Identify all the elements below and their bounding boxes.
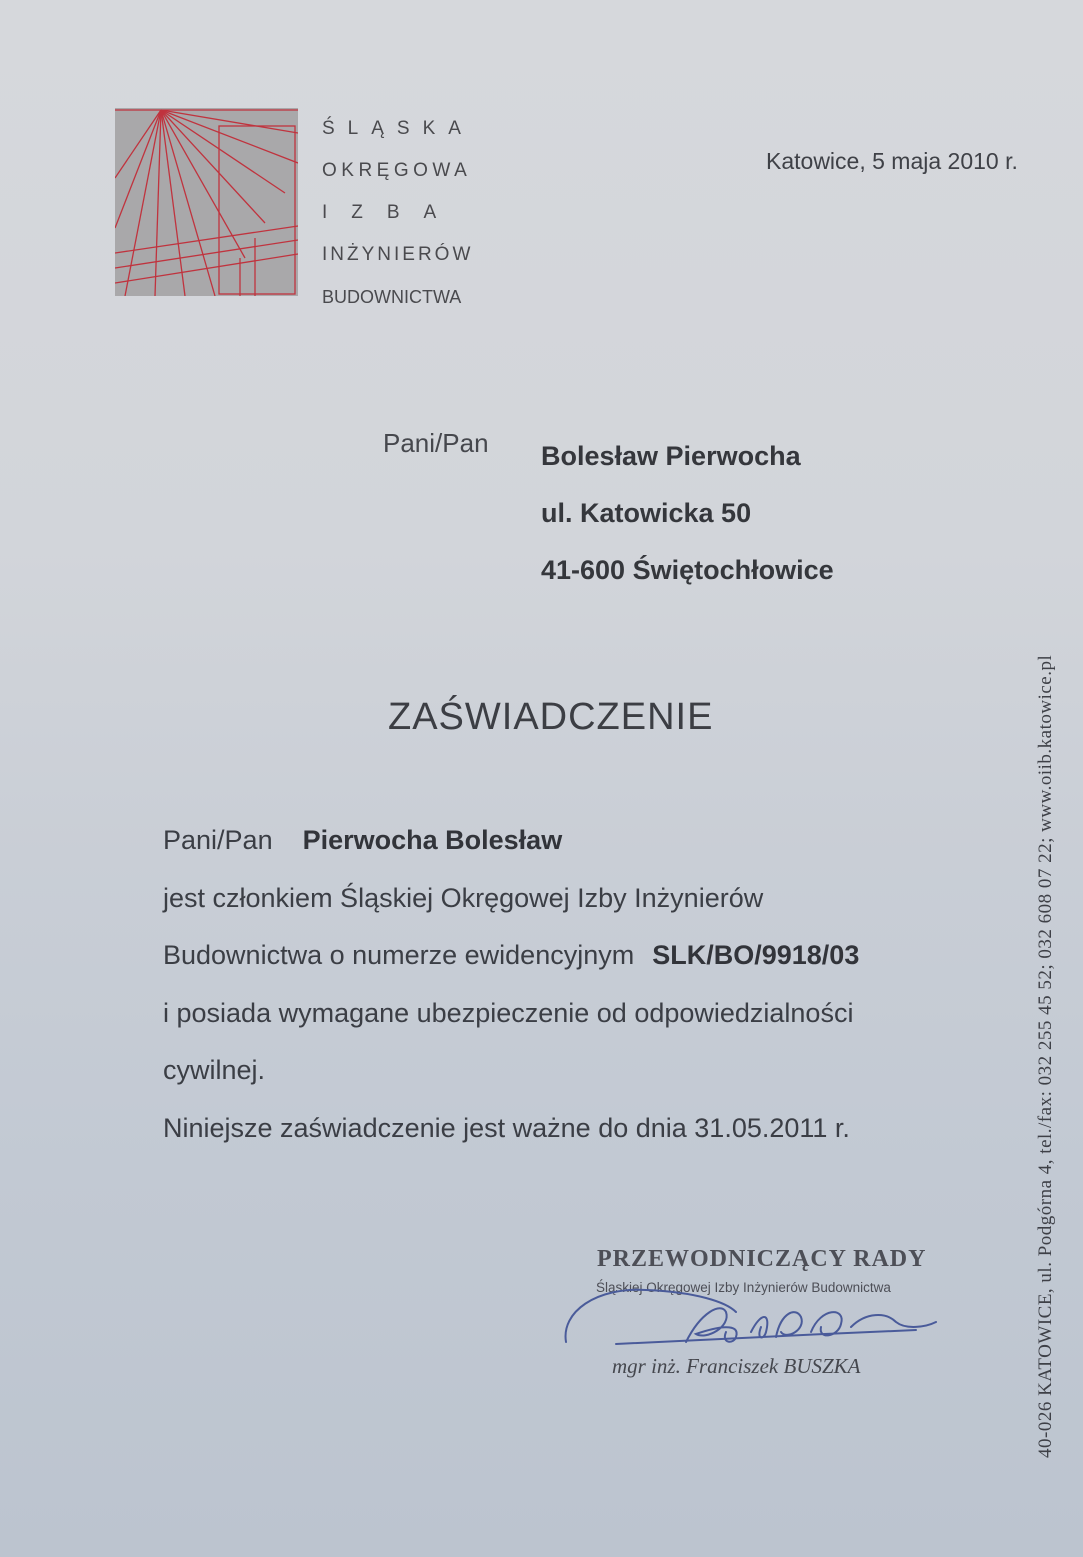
registration-number: SLK/BO/9918/03: [652, 940, 860, 970]
validity-line: Niniejsze zaświadczenie jest ważne do dnia 31.05.2011 r.: [163, 1112, 850, 1143]
body-line: jest członkiem Śląskiej Okręgowej Izby Inżynierów: [163, 882, 764, 913]
body-label: Pani/Pan: [163, 825, 273, 855]
body-line: [163, 812, 983, 870]
handwritten-signature: [556, 1282, 946, 1362]
recipient-city: 41-600 Świętochłowice: [541, 555, 834, 585]
body-line: i posiada wymagane ubezpieczenie od odpowiedzialności: [163, 997, 854, 1028]
body-line-text: Budownictwa o numerze ewidencyjnym: [163, 940, 635, 970]
recipient-name: Bolesław Pierwocha: [541, 441, 801, 471]
org-name-line: BUDOWNICTWA: [322, 287, 462, 307]
org-name-line: OKRĘGOWA: [322, 160, 472, 181]
recipient-address: [541, 428, 834, 599]
org-name-line: IZBA: [322, 202, 461, 223]
recipient-label: Pani/Pan: [383, 428, 489, 458]
certificate-body: [163, 812, 983, 1157]
signatory-title: PRZEWODNICZĄCY RADY: [597, 1246, 927, 1272]
organization-name: [322, 108, 474, 318]
signatory-name: mgr inż. Franciszek BUSZKA: [612, 1354, 861, 1378]
address-footer-vertical: 40-026 KATOWICE, ul. Podgórna 4, tel./fax: 032 255 45 52; 032 608 07 22; www.oiib.katowice.pl: [1035, 654, 1056, 1458]
document-title: ZAŚWIADCZENIE: [388, 696, 714, 738]
bridge-lines-logo-icon: [115, 108, 298, 296]
org-name-line: INŻYNIERÓW: [322, 244, 474, 265]
body-line: [163, 927, 983, 985]
org-name-line: ŚLĄSKA: [322, 118, 474, 139]
recipient-street: ul. Katowicka 50: [541, 498, 752, 528]
signatory-subtitle: Śląskiej Okręgowej Izby Inżynierów Budownictwa: [596, 1280, 891, 1295]
document-date: Katowice, 5 maja 2010 r.: [766, 148, 1018, 174]
member-name: Pierwocha Bolesław: [302, 825, 563, 855]
body-line: cywilnej.: [163, 1055, 266, 1085]
